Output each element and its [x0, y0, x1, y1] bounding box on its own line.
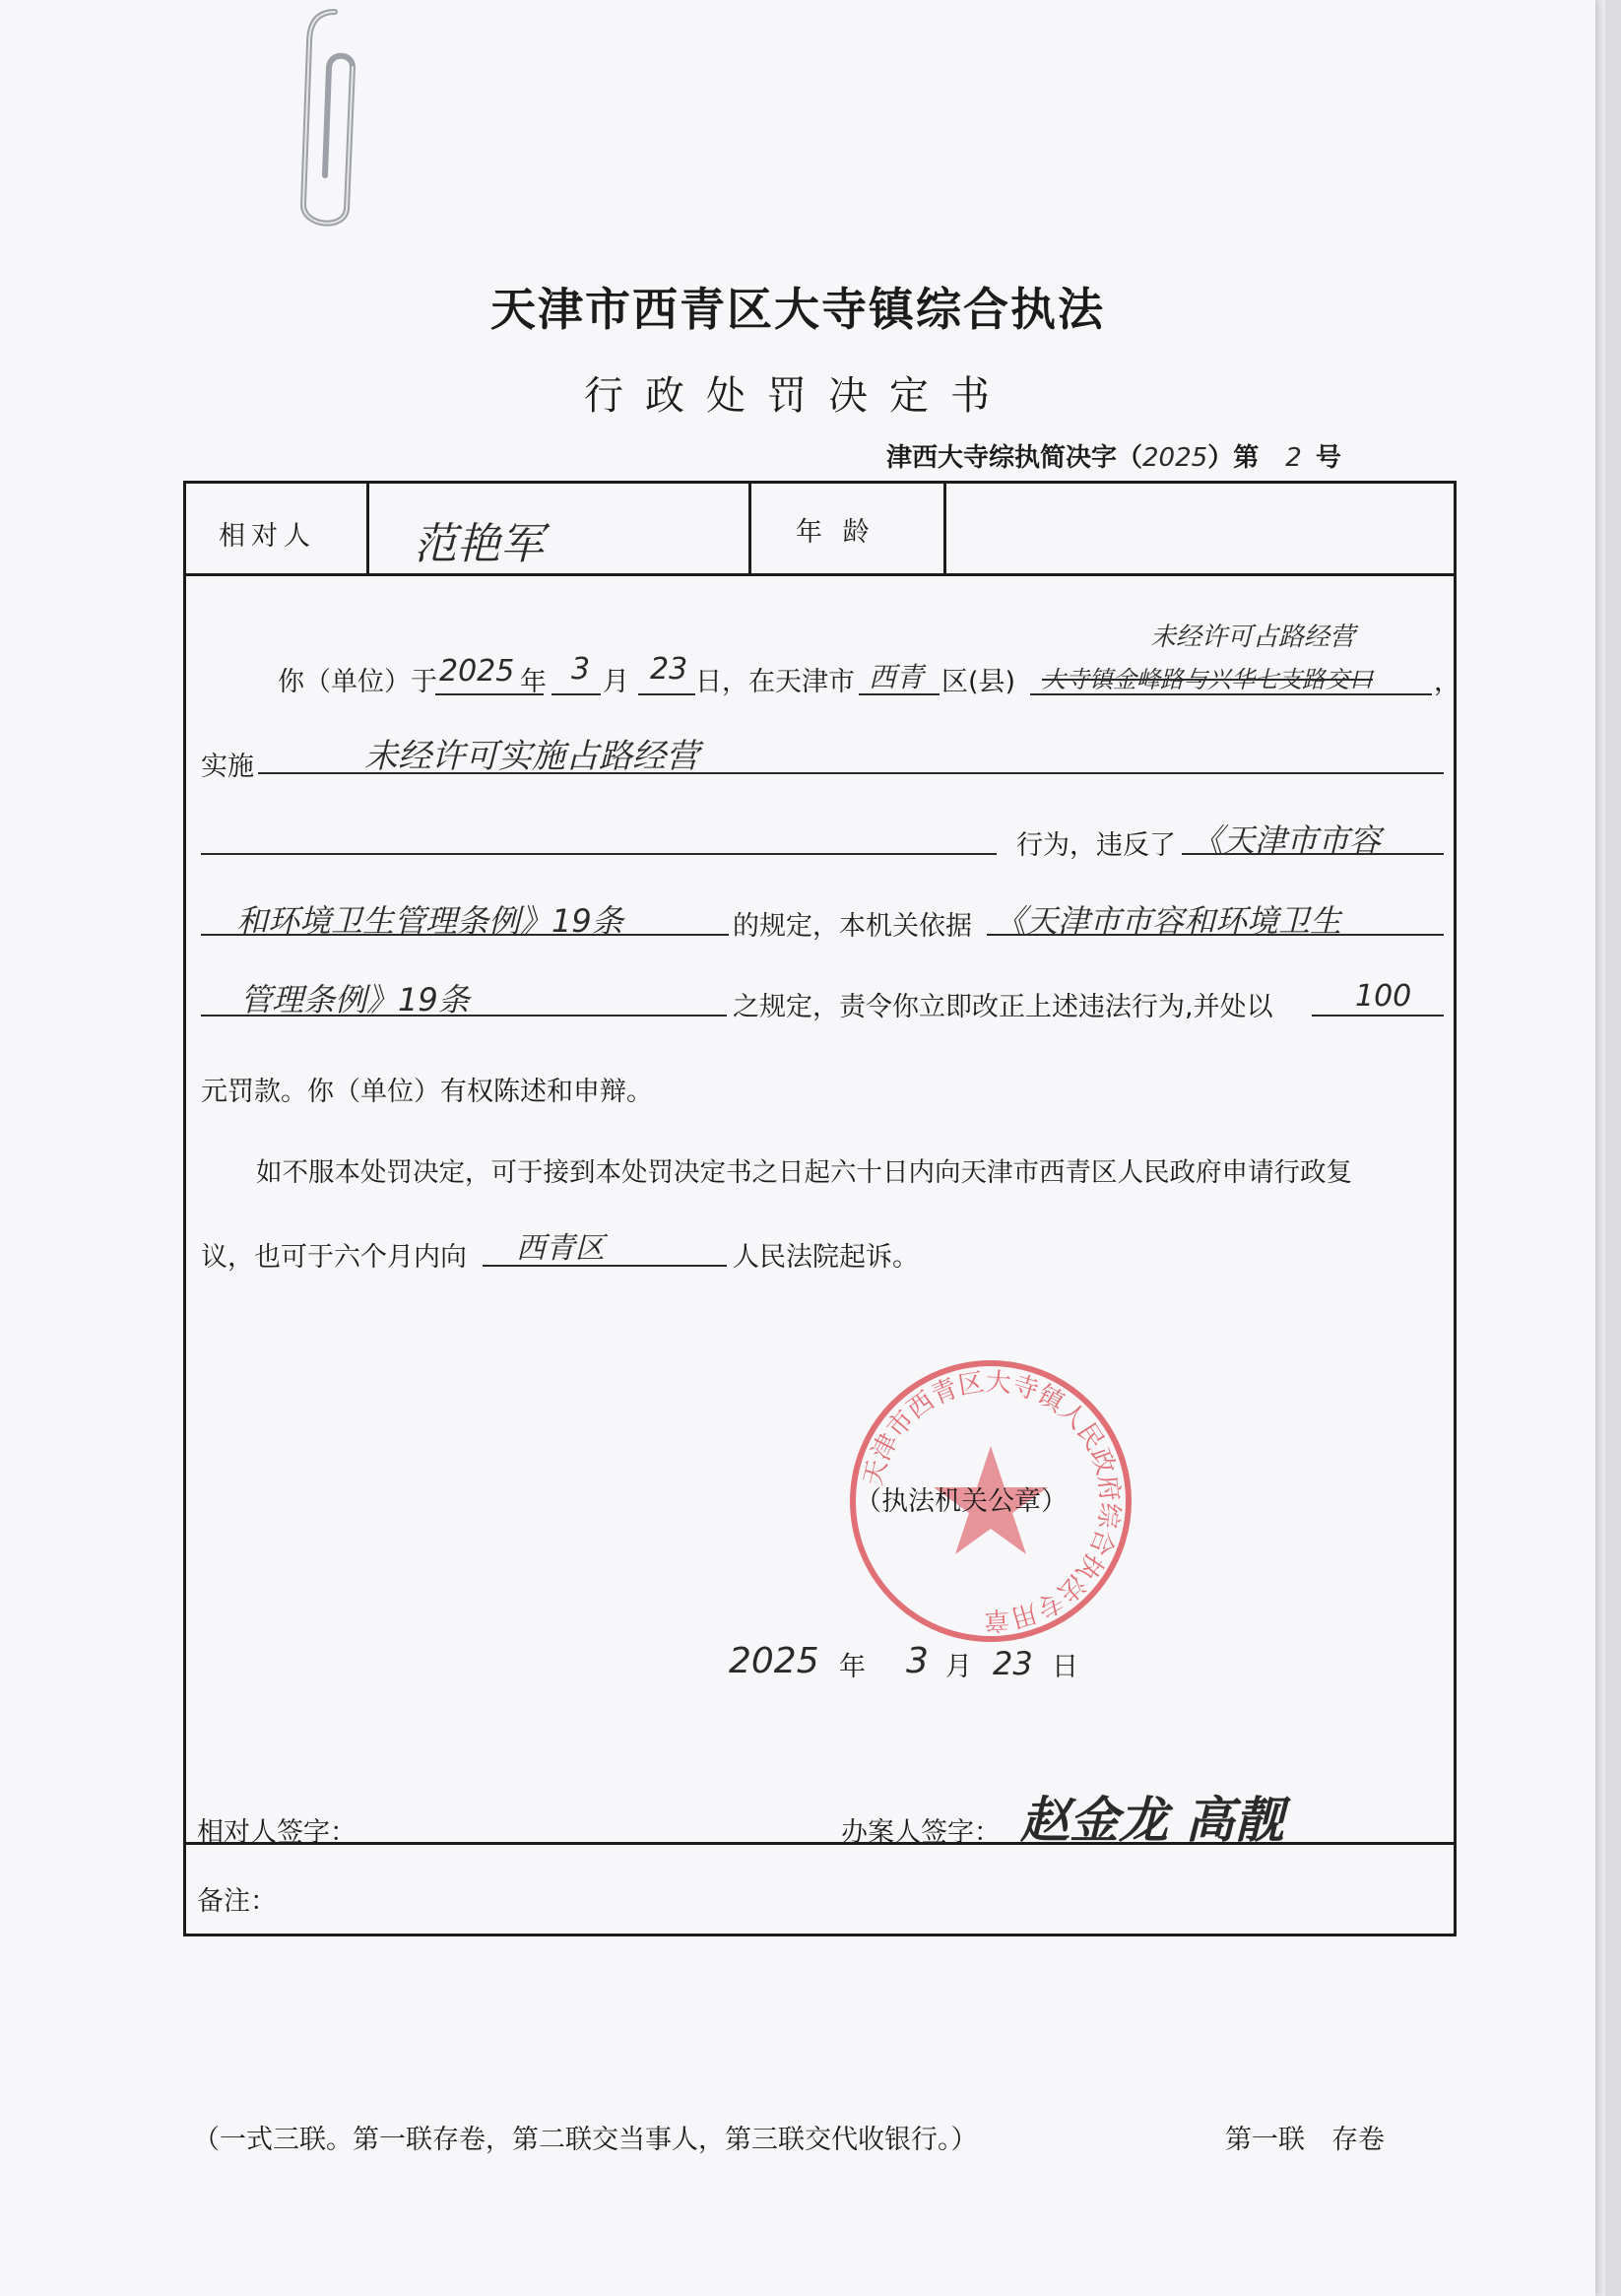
line6: 元罚款。你（单位）有权陈述和申辩。 — [201, 1077, 653, 1107]
law-violated-2: 和环境卫生管理条例》19条 — [236, 902, 623, 940]
party-sign-label: 相对人签字： — [197, 1817, 357, 1848]
doc-no-suffix: 号 — [1315, 443, 1341, 473]
document-subtitle: 行政处罚决定书 — [584, 373, 1011, 419]
copy-label: 第一联 存卷 — [1225, 2125, 1385, 2155]
doc-no-mid: ）第 — [1207, 443, 1260, 473]
day-and-city: 日，在天津市 — [695, 667, 855, 697]
district-unit: 区(县) — [941, 667, 1016, 697]
underline-court — [483, 1265, 727, 1267]
line1-prefix: 你（单位）于 — [278, 667, 437, 697]
underline-law-basis-1 — [987, 934, 1444, 936]
col-divider-3 — [943, 481, 946, 575]
appeal-line2-suffix: 人民法院起诉。 — [733, 1242, 919, 1273]
underline-law-basis-2 — [201, 1015, 727, 1017]
header-row-divider — [183, 573, 1457, 576]
remarks-label: 备注： — [197, 1886, 277, 1917]
law-basis-1: 《天津市市容和环境卫生 — [995, 902, 1342, 940]
underline-day — [638, 693, 695, 695]
doc-no-prefix: 津西大寺综执简决字（ — [886, 443, 1143, 473]
fine-amount: 100 — [1355, 979, 1412, 1014]
paperclip-icon — [295, 8, 374, 234]
document-title: 天津市西青区大寺镇综合执法 — [490, 283, 1105, 336]
year-unit: 年 — [520, 667, 547, 697]
underline-law-violated-2 — [201, 934, 729, 936]
line5-mid: 之规定，责令你立即改正上述违法行为,并处以 — [733, 992, 1273, 1022]
sign-date-day-unit: 日 — [1052, 1652, 1078, 1682]
underline-location — [1030, 693, 1432, 695]
appeal-line2-prefix: 议，也可于六个月内向 — [201, 1242, 467, 1273]
appeal-line1: 如不服本处罚决定，可于接到本处罚决定书之日起六十日内向天津市西青区人民政府申请行政复 — [256, 1157, 1352, 1188]
sign-date-month-unit: 月 — [945, 1652, 972, 1682]
underline-fine — [1312, 1015, 1444, 1017]
doc-no-number: 2 — [1285, 443, 1302, 473]
month-unit: 月 — [603, 667, 629, 697]
doc-no-year: 2025 — [1142, 443, 1208, 473]
location-value: 大寺镇金峰路与兴华七支路交口 — [1042, 666, 1373, 693]
party-label: 相对人 — [219, 521, 316, 552]
act-value: 未经许可实施占路经营 — [364, 737, 699, 776]
law-basis-2: 管理条例》19条 — [240, 981, 470, 1018]
court-value: 西青区 — [516, 1231, 605, 1266]
underline-month — [551, 693, 601, 695]
seal-ring-text: 天津市西青区大寺镇人民政府综合执法专用章 — [858, 1367, 1125, 1635]
sign-date-day: 23 — [993, 1645, 1033, 1682]
line4-mid: 的规定，本机关依据 — [733, 911, 972, 942]
party-name: 范艳军 — [414, 519, 544, 569]
date-month: 3 — [571, 652, 591, 687]
age-label: 年 龄 — [796, 517, 875, 548]
law-violated-1: 《天津市市容 — [1192, 821, 1382, 859]
sign-date-month: 3 — [906, 1641, 929, 1681]
document-number — [886, 437, 1341, 474]
sign-date-year-unit: 年 — [839, 1652, 866, 1682]
seal-label: （执法机关公章） — [855, 1486, 1068, 1517]
underline-law-violated-1 — [1182, 853, 1444, 855]
officer-sign-label: 办案人签字： — [841, 1817, 1001, 1848]
form-frame — [183, 481, 1457, 1936]
sign-date-year: 2025 — [729, 1641, 819, 1681]
location-note: 未经许可占路经营 — [1150, 623, 1356, 652]
col-divider-2 — [748, 481, 751, 575]
underline-district — [859, 693, 940, 695]
date-day: 23 — [650, 652, 688, 687]
line1-end: ， — [1434, 667, 1460, 697]
line3-mid: 行为，违反了 — [1016, 830, 1176, 861]
underline-act-cont — [201, 853, 997, 855]
underline-act — [258, 772, 1444, 774]
copies-note: （一式三联。第一联存卷，第二联交当事人，第三联交代收银行。） — [193, 2125, 978, 2155]
col-divider-1 — [366, 481, 369, 575]
district-value: 西青 — [869, 661, 925, 693]
officer-signatures: 赵金龙 高靓 — [1020, 1792, 1284, 1849]
line2-label: 实施 — [201, 752, 254, 782]
date-year: 2025 — [439, 654, 515, 689]
